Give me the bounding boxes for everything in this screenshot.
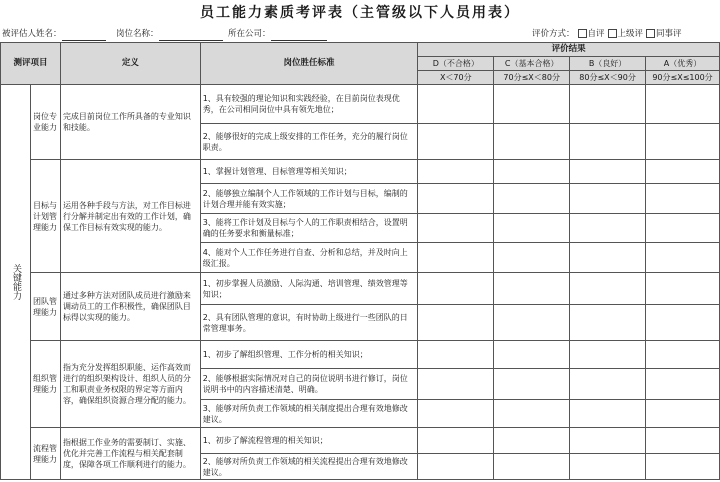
score-cell-a[interactable]: [646, 85, 720, 124]
standard-cell: 2、能够对所负责工作领域的相关流程提出合理有效地修改建议。: [200, 454, 418, 480]
score-cell-d[interactable]: [418, 214, 494, 243]
score-cell-b[interactable]: [570, 454, 646, 480]
score-cell-d[interactable]: [418, 369, 494, 400]
score-cell-a[interactable]: [646, 369, 720, 400]
item-definition: 通过多种方法对团队成员进行激励来调动员工的工作积极性，确保团队目标得以实现的能力。: [60, 273, 200, 341]
score-cell-d[interactable]: [418, 341, 494, 369]
standard-cell: 1、掌握计划管理、目标管理等相关知识；: [200, 160, 418, 184]
score-cell-b[interactable]: [570, 160, 646, 184]
score-cell-b[interactable]: [570, 400, 646, 428]
grade-a-range: 90分≤X≤100分: [646, 71, 720, 85]
company-field[interactable]: [228, 27, 327, 41]
score-cell-b[interactable]: [570, 124, 646, 160]
item-name: 组织管理能力: [30, 341, 60, 428]
score-cell-d[interactable]: [418, 454, 494, 480]
checkbox-superior[interactable]: [608, 29, 617, 38]
score-cell-b[interactable]: [570, 341, 646, 369]
score-cell-d[interactable]: [418, 184, 494, 214]
position-blank[interactable]: [159, 30, 223, 41]
score-cell-d[interactable]: [418, 273, 494, 305]
option-self: 自评: [587, 29, 605, 39]
score-cell-c[interactable]: [494, 305, 570, 341]
item-name: 团队管理能力: [30, 273, 60, 341]
standard-cell: 3、能将工作计划及目标与个人的工作职责相结合，设置明确的任务要求和衡量标准；: [200, 214, 418, 243]
score-cell-b[interactable]: [570, 85, 646, 124]
item-name: 目标与计划管理能力: [30, 160, 60, 273]
score-cell-d[interactable]: [418, 428, 494, 454]
score-cell-a[interactable]: [646, 160, 720, 184]
category-cell: 关键能力: [1, 85, 31, 480]
score-cell-c[interactable]: [494, 160, 570, 184]
score-cell-a[interactable]: [646, 184, 720, 214]
header-definition: 定义: [60, 43, 200, 85]
grade-d-range: X＜70分: [418, 71, 494, 85]
evaluatee-blank[interactable]: [62, 30, 106, 41]
score-cell-a[interactable]: [646, 243, 720, 273]
checkbox-self[interactable]: [578, 29, 587, 38]
method-field: [532, 27, 682, 41]
score-cell-c[interactable]: [494, 428, 570, 454]
score-cell-c[interactable]: [494, 369, 570, 400]
standard-cell: 2、具有团队管理的意识，有时协助上级进行一些团队的日常管理事务。: [200, 305, 418, 341]
score-cell-c[interactable]: [494, 124, 570, 160]
score-cell-c[interactable]: [494, 214, 570, 243]
score-cell-b[interactable]: [570, 273, 646, 305]
header-item: 测评项目: [1, 43, 61, 85]
score-cell-a[interactable]: [646, 400, 720, 428]
header-standard: 岗位胜任标准: [200, 43, 418, 85]
item-definition: 运用各种手段与方法，对工作目标进行分解并制定出有效的工作计划，确保工作目标有效实现的能力。: [60, 160, 200, 273]
item-name: 流程管理能力: [30, 428, 60, 480]
score-cell-b[interactable]: [570, 184, 646, 214]
company-label: 所在公司：: [228, 29, 271, 39]
item-definition: 指为充分发挥组织职能、运作高效而进行的组织架构设计、组织人员的分工和职责业务权限的界定等方面内容，确保组织资源合理分配的能力。: [60, 341, 200, 428]
option-superior: 上级评: [617, 29, 644, 39]
score-cell-d[interactable]: [418, 85, 494, 124]
score-cell-a[interactable]: [646, 454, 720, 480]
item-name: 岗位专业能力: [30, 85, 60, 160]
method-label: 评价方式：: [532, 29, 575, 39]
standard-cell: 1、初步掌握人员激励、人际沟通、培训管理、绩效管理等知识；: [200, 273, 418, 305]
score-cell-b[interactable]: [570, 305, 646, 341]
score-cell-d[interactable]: [418, 400, 494, 428]
score-cell-c[interactable]: [494, 341, 570, 369]
company-blank[interactable]: [271, 30, 327, 41]
score-cell-d[interactable]: [418, 305, 494, 341]
score-cell-a[interactable]: [646, 341, 720, 369]
score-cell-d[interactable]: [418, 124, 494, 160]
grade-b-name: B（良好）: [570, 57, 646, 71]
score-cell-d[interactable]: [418, 160, 494, 184]
standard-cell: 2、能够很好的完成上级安排的工作任务，充分的履行岗位职责。: [200, 124, 418, 160]
score-cell-c[interactable]: [494, 85, 570, 124]
option-colleague: 同事评: [656, 29, 682, 39]
standard-cell: 1、具有较强的理论知识和实践经验，在目前岗位表现优秀，在公司相同岗位中具有领先地位；: [200, 85, 418, 124]
evaluation-table: [0, 42, 720, 480]
item-definition: 指根据工作业务的需要制订、实施、优化并完善工作流程与相关配套制度，保障各项工作顺利进行的能力。: [60, 428, 200, 480]
score-cell-a[interactable]: [646, 214, 720, 243]
grade-b-range: 80分≤X＜90分: [570, 71, 646, 85]
score-cell-c[interactable]: [494, 243, 570, 273]
score-cell-b[interactable]: [570, 243, 646, 273]
evaluatee-field[interactable]: [2, 27, 106, 41]
grade-d-name: D（不合格）: [418, 57, 494, 71]
grade-c-name: C（基本合格）: [494, 57, 570, 71]
standard-cell: 3、能够对所负责工作领域的相关制度提出合理有效地修改建议。: [200, 400, 418, 428]
standard-cell: 2、能够独立编制个人工作领域的工作计划与目标，编制的计划合理并能有效实施；: [200, 184, 418, 214]
score-cell-c[interactable]: [494, 184, 570, 214]
score-cell-a[interactable]: [646, 273, 720, 305]
grade-a-name: A（优秀）: [646, 57, 720, 71]
checkbox-colleague[interactable]: [646, 29, 655, 38]
score-cell-b[interactable]: [570, 214, 646, 243]
standard-cell: 4、能对个人工作任务进行自查、分析和总结，并及时向上级汇报。: [200, 243, 418, 273]
score-cell-b[interactable]: [570, 428, 646, 454]
score-cell-a[interactable]: [646, 305, 720, 341]
grade-c-range: 70分≤X＜80分: [494, 71, 570, 85]
position-field[interactable]: [116, 27, 223, 41]
position-label: 岗位名称：: [116, 29, 159, 39]
info-line: [0, 27, 720, 41]
standard-cell: 2、能够根据实际情况对自己的岗位说明书进行修订，岗位说明书中的内容描述清楚、明确。: [200, 369, 418, 400]
header-result: 评价结果: [418, 43, 720, 57]
evaluatee-label: 被评估人姓名：: [2, 29, 62, 39]
score-cell-d[interactable]: [418, 243, 494, 273]
score-cell-a[interactable]: [646, 428, 720, 454]
score-cell-b[interactable]: [570, 369, 646, 400]
score-cell-c[interactable]: [494, 273, 570, 305]
score-cell-a[interactable]: [646, 124, 720, 160]
standard-cell: 1、初步了解组织管理、工作分析的相关知识；: [200, 341, 418, 369]
page-title: 员工能力素质考评表（主管级以下人员用表）: [200, 5, 520, 21]
standard-cell: 1、初步了解流程管理的相关知识；: [200, 428, 418, 454]
score-cell-c[interactable]: [494, 400, 570, 428]
item-definition: 完成目前岗位工作所具备的专业知识和技能。: [60, 85, 200, 160]
score-cell-c[interactable]: [494, 454, 570, 480]
